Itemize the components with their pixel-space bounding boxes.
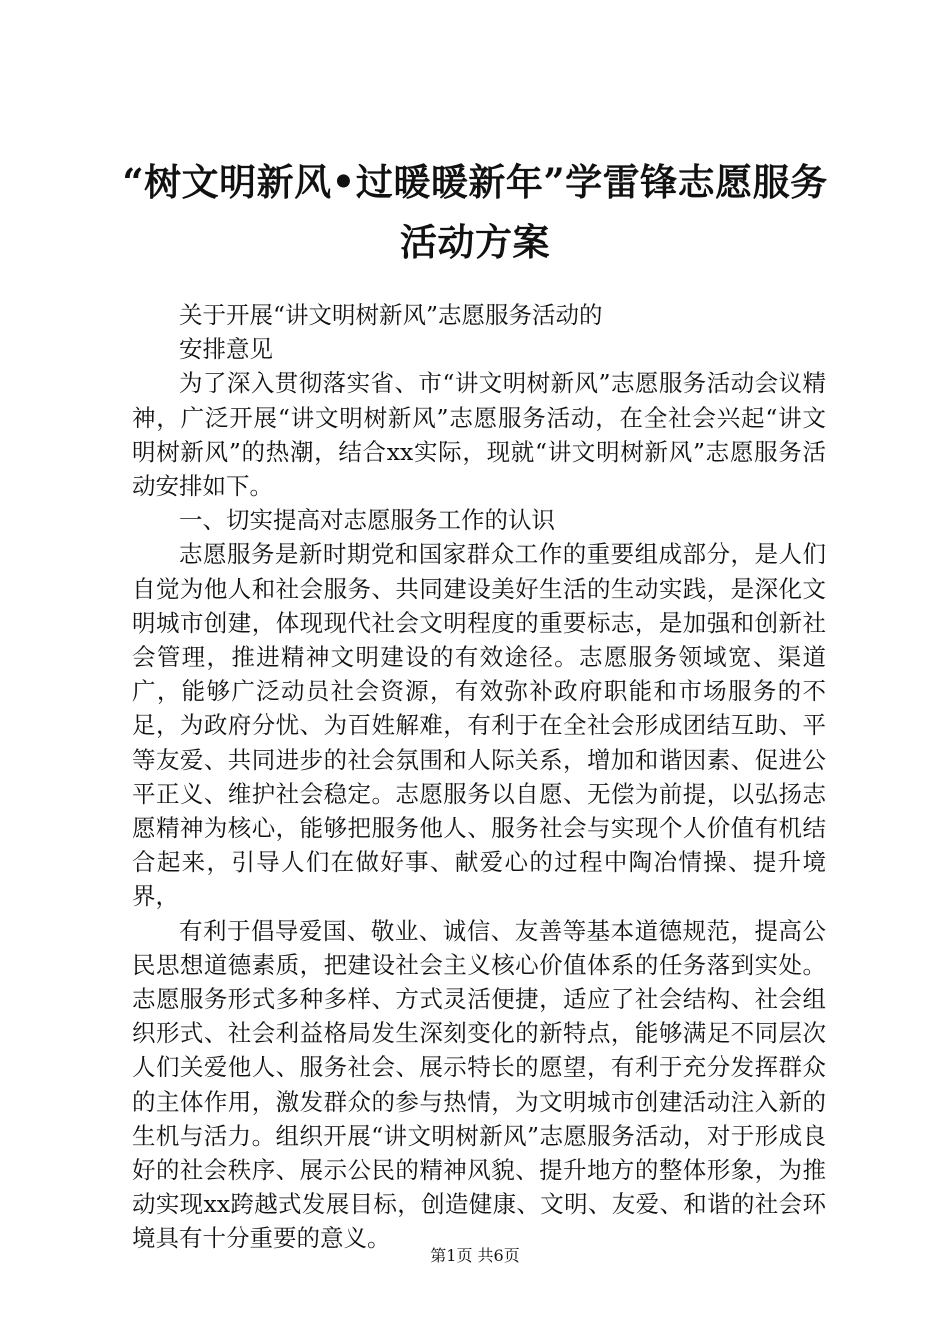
paragraph-body-2: 有利于倡导爱国、敬业、诚信、友善等基本道德规范，提高公民思想道德素质，把建设社会主义核心价值体系的任务落到实处。志愿服务形式多种多样、方式灵活便捷，适应了社会结构、社会组织形式、社会利益格局发生深刻变化的新特点，能够满足不同层次人们关爱他人、服务社会、展示特长的愿望，有利于充分发挥群众的主体作用，激发群众的参与热情，为文明城市创建活动注入新的生机与活力。组织开展“讲文明树新风”志愿服务活动，对于形成良好的社会秩序、展示公民的精神风貌、提升地方的整体形象，为推动实现xx跨越式发展目标，创造健康、文明、友爱、和谐的社会环境具有十分重要的意义。: [132, 916, 826, 1253]
document-title-line-2: 活动方案: [400, 220, 550, 264]
paragraph-heading-2: 安排意见: [179, 335, 273, 364]
document-body: [132, 298, 826, 1256]
paragraph-heading-1: 关于开展“讲文明树新风”志愿服务活动的: [179, 301, 603, 329]
page-number-footer: 第1页 共6页: [430, 1246, 520, 1265]
document-title-line-1: “树文明新风•过暖暖新年”学雷锋志愿服务: [122, 160, 828, 204]
paragraph-body-1: 志愿服务是新时期党和国家群众工作的重要组成部分，是人们自觉为他人和社会服务、共同建设美好生活的生动实践，是深化文明城市创建，体现现代社会文明程度的重要标志，是加强和创新社会管理，推进精神文明建设的有效途径。志愿服务领域宽、渠道广，能够广泛动员社会资源，有效弥补政府职能和市场服务的不足，为政府分忧、为百姓解难，有利于在全社会形成团结互助、平等友爱、共同进步的社会氛围和人际关系，增加和谐因素、促进公平正义、维护社会稳定。志愿服务以自愿、无偿为前提，以弘扬志愿精神为核心，能够把服务他人、服务社会与实现个人价值有机结合起来，引导人们在做好事、献爱心的过程中陶冶情操、提升境界，: [132, 540, 826, 911]
section-heading-1: 一、切实提高对志愿服务工作的认识: [179, 506, 555, 535]
paragraph-intro: 为了深入贯彻落实省、市“讲文明树新风”志愿服务活动会议精神，广泛开展“讲文明树新风”志愿服务活动，在全社会兴起“讲文明树新风”的热潮，结合xx实际，现就“讲文明树新风”志愿服务活动安排如下。: [132, 369, 826, 501]
